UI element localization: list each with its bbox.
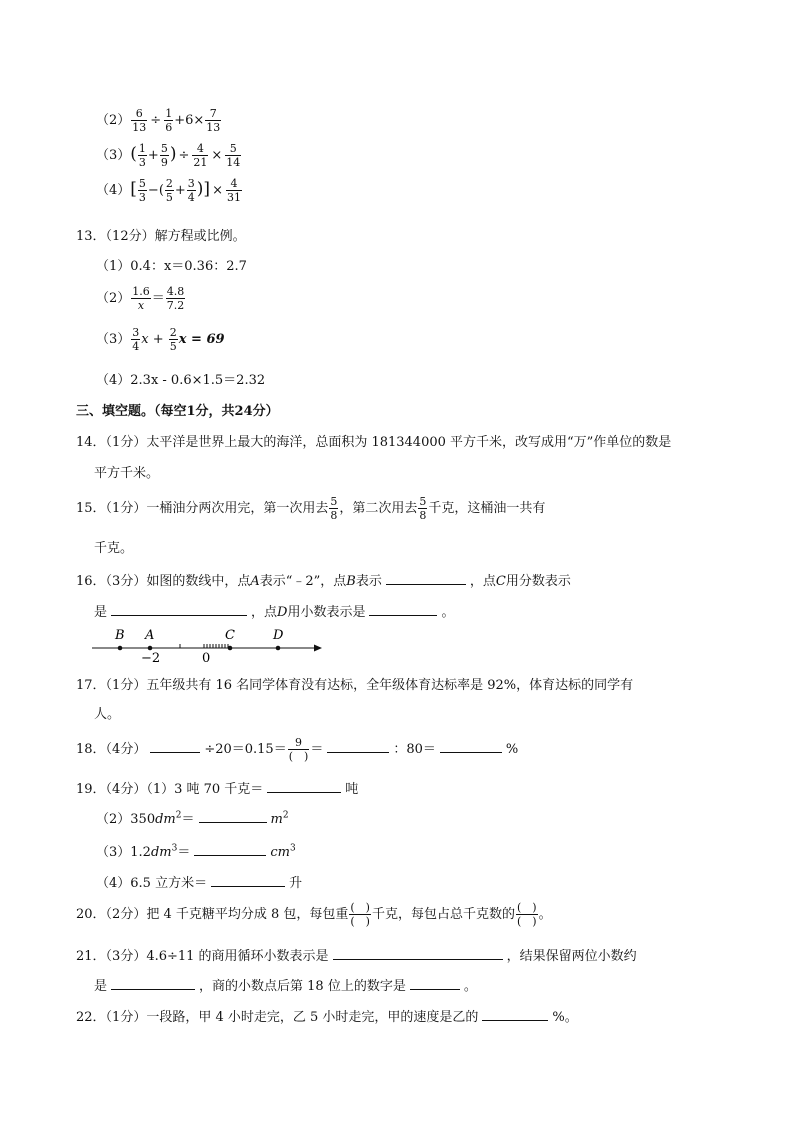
fraction: $\frac{3}{4}$ — [187, 177, 195, 204]
q20-line: 20．（2分）把 4 千克糖平均分成 8 包，每包重 $\frac{( )}{( )}$ 千克，每包占总千克数的 $\frac{( )}{( )}$ 。 — [76, 901, 552, 928]
section-heading: 三、填空题。（每空1分，共24分） — [76, 404, 279, 419]
fraction: $\frac{4}{31}$ — [226, 177, 241, 204]
fraction: $\frac{4}{21}$ — [193, 142, 208, 169]
answer-blank[interactable] — [333, 947, 503, 960]
answer-blank[interactable] — [211, 874, 285, 887]
label-c: C — [225, 628, 235, 643]
answer-blank[interactable] — [410, 977, 460, 990]
fraction: $\frac{7}{13}$ — [206, 107, 221, 134]
fraction: $\frac{2}{5}$ — [169, 326, 177, 353]
q17-line1: 17．（1分）五年级共有 16 名同学体育没有达标，全年级体育达标率是 92%，体育达标的同学有 — [76, 678, 634, 693]
q14-line1: 14．（1分）太平洋是世界上最大的海洋，总面积为 181344000 平方千米，改写成用“万”作单位的数是 — [76, 435, 672, 450]
tick-label-zero: 0 — [202, 651, 211, 664]
q15-line1: 15．（1分）一桶油分两次用完，第一次用去 $\frac{5}{8}$ ，第二次用去 $\frac{5}{8}$ 千克，这桶油一共有 — [76, 495, 546, 522]
q13-part4: （4）2.3x - 0.6×1.5＝2.32 — [96, 373, 266, 388]
fraction: $\frac{5}{3}$ — [138, 177, 146, 204]
arrow-head-icon — [314, 645, 322, 652]
answer-blank[interactable] — [482, 1008, 548, 1021]
q15-line2: 千克。 — [94, 541, 134, 556]
q22-line: 22．（1分）一段路，甲 4 小时走完，乙 5 小时走完，甲的速度是乙的 %。 — [76, 1010, 578, 1025]
point-c-dot — [228, 646, 233, 651]
q19-part3: $(3)1.2dm^3= cm^3$ — [96, 843, 296, 860]
fraction: $\frac{9}{( )}$ — [288, 736, 309, 763]
fraction: $\frac{5}{8}$ — [330, 495, 338, 522]
number-line — [90, 626, 330, 664]
q19-part1: 19．（4分）（1）3 吨 70 千克＝ 吨 — [76, 782, 359, 797]
fraction: $\frac{5}{8}$ — [419, 495, 427, 522]
tick-label-minus2: −2 — [141, 651, 161, 664]
q16-line1: 16．（3分）如图的数线中，点A表示“﹣2”，点B表示 ，点C用分数表示 — [76, 574, 571, 589]
fraction: $\frac{1.6}{x}$ — [132, 285, 150, 312]
fraction: $\frac{1}{3}$ — [138, 142, 146, 169]
answer-blank[interactable] — [150, 740, 200, 753]
q21-line2: 是 ，商的小数点后第 18 位上的数字是 。 — [94, 979, 477, 994]
fraction: $\frac{4.8}{7.2}$ — [166, 285, 185, 312]
q13-title: 13．（12分）解方程或比例。 — [76, 229, 246, 244]
q19-part4: （4）6.5 立方米＝ 升 — [96, 876, 303, 891]
q21-line1: 21．（3分）4.6÷11 的商用循环小数表示是 ，结果保留两位小数约 — [76, 949, 637, 964]
point-a-dot — [148, 646, 153, 651]
q17-line2: 人。 — [94, 707, 121, 722]
q13-part2: （2） $\frac{1.6}{x}$ ＝ $\frac{4.8}{7.2}$ — [96, 285, 185, 312]
q12-part4: （4）[ $\frac{5}{3}$ −( $\frac{2}{5}$ + $\frac{3}{4}$ )] × $\frac{4}{31}$ — [96, 177, 241, 204]
label-a: A — [145, 628, 155, 643]
answer-blank[interactable] — [199, 810, 267, 823]
label-b: B — [115, 628, 125, 643]
fraction: $\frac{2}{5}$ — [165, 177, 173, 204]
answer-blank[interactable] — [440, 740, 502, 753]
answer-blank[interactable] — [111, 603, 247, 616]
q18-line: 18．（4分） ÷20＝0.15＝ $\frac{9}{( )}$ ＝ ：80＝ % — [76, 736, 519, 763]
fraction: $\frac{5}{9}$ — [160, 142, 168, 169]
point-b-dot — [118, 646, 123, 651]
answer-blank[interactable] — [111, 977, 195, 990]
fraction: $\frac{3}{4}$ — [132, 326, 140, 353]
fraction: $\frac{5}{14}$ — [226, 142, 241, 169]
q16-line2: 是 ，点D用小数表示是 。 — [94, 605, 455, 620]
label-d: D — [273, 628, 284, 643]
answer-blank[interactable] — [267, 780, 341, 793]
fraction-blank[interactable]: $\frac{( )}{( )}$ — [350, 901, 370, 928]
fraction: $\frac{1}{6}$ — [165, 107, 173, 134]
answer-blank[interactable] — [386, 572, 466, 585]
fraction-blank[interactable]: $\frac{( )}{( )}$ — [517, 901, 537, 928]
fraction: $\frac{6}{13}$ — [132, 107, 147, 134]
point-d-dot — [276, 646, 281, 651]
q14-line2: 平方千米。 — [94, 466, 160, 481]
q13-part1: （1）0.4：x＝0.36：2.7 — [96, 259, 247, 274]
answer-blank[interactable] — [327, 740, 389, 753]
q19-part2: $(2)350dm^2= m^2$ — [96, 810, 289, 827]
q13-part3: （3） $\frac{3}{4}$ x + $\frac{2}{5}$ x = 69 — [96, 326, 225, 353]
answer-blank[interactable] — [194, 843, 266, 856]
answer-blank[interactable] — [369, 603, 437, 616]
q12-part3: （3）( $\frac{1}{3}$ + $\frac{5}{9}$ ) ÷ $\frac{4}{21}$ × $\frac{5}{14}$ — [96, 142, 241, 169]
q12-part2: （2） $\frac{6}{13}$ ÷ $\frac{1}{6}$ +6× $\frac{7}{13}$ — [96, 107, 221, 134]
tick-marks — [180, 644, 228, 648]
